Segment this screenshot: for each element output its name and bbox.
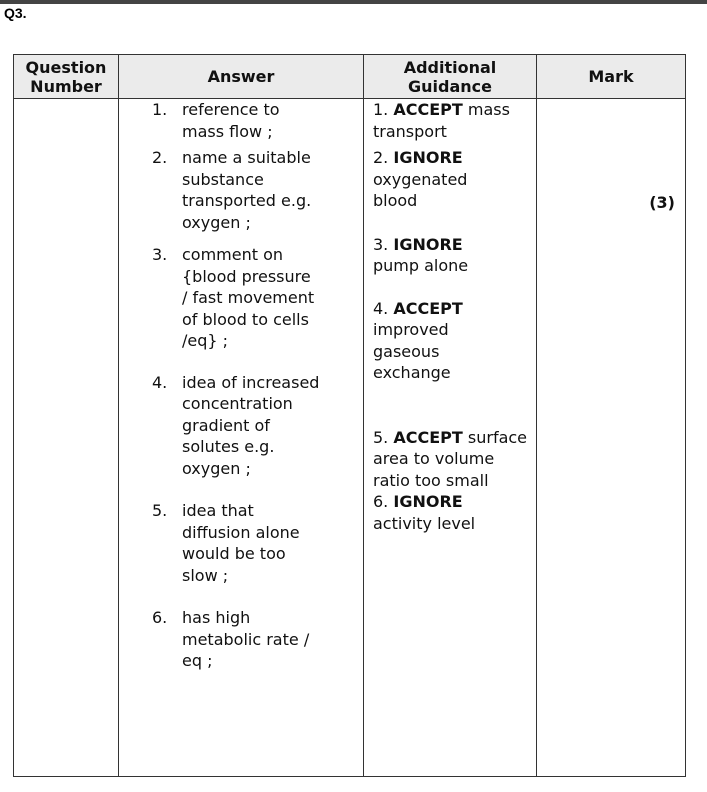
- answer-item: [152, 500, 363, 586]
- guidance-keyword: IGNORE: [393, 234, 463, 254]
- guidance-keyword: IGNORE: [393, 148, 463, 167]
- guidance-text: pump alone: [373, 256, 469, 275]
- guidance-item: [373, 491, 493, 534]
- guidance-number: 6.: [373, 492, 389, 511]
- answer-text: idea that diffusion alone would be too slow ;: [182, 501, 300, 585]
- body-row: [14, 99, 686, 777]
- answer-item: [152, 147, 363, 233]
- guidance-number: 2.: [373, 148, 389, 167]
- mark-cell: [537, 99, 686, 777]
- guidance-text: surface area to volume ratio too small: [373, 427, 528, 490]
- answer-text: idea of increased concentration gradient of solutes e.g. oxygen ;: [182, 372, 320, 478]
- guidance-text: oxygenated blood: [373, 169, 468, 210]
- question-number-cell: [14, 99, 119, 777]
- header-guidance: Additional Guidance: [364, 55, 537, 99]
- guidance-item: [373, 298, 483, 384]
- answer-item: [152, 99, 363, 142]
- answer-number: 6.: [152, 608, 168, 627]
- answer-text: reference to mass flow ;: [182, 100, 280, 141]
- guidance-item: [373, 147, 493, 212]
- guidance-keyword: IGNORE: [393, 492, 463, 511]
- answer-cell: [119, 99, 364, 777]
- guidance-cell: [364, 99, 537, 777]
- guidance-keyword: ACCEPT: [393, 100, 463, 119]
- answer-number: 2.: [152, 148, 168, 167]
- answer-number: 4.: [152, 372, 168, 392]
- guidance-item: [373, 427, 528, 492]
- answer-text: comment on {blood pressure / fast movement of blood to cells /eq} ;: [182, 245, 315, 350]
- top-border: [0, 0, 707, 4]
- answer-text: name a suitable substance transported e.g. oxygen ;: [182, 148, 312, 232]
- header-row: [14, 55, 686, 99]
- answer-number: 1.: [152, 100, 168, 119]
- header-question-number: Question Number: [14, 55, 119, 99]
- guidance-text: mass transport: [373, 100, 510, 141]
- answer-number: 3.: [152, 245, 168, 264]
- guidance-number: 5.: [373, 427, 389, 447]
- guidance-number: 1.: [373, 100, 389, 119]
- guidance-keyword: ACCEPT: [393, 427, 463, 447]
- answer-item: [152, 607, 363, 672]
- answer-text: has high metabolic rate / eq ;: [182, 608, 310, 670]
- guidance-number: 4.: [373, 298, 389, 318]
- guidance-text: improved gaseous exchange: [373, 320, 451, 382]
- header-answer: Answer: [119, 55, 364, 99]
- guidance-number: 3.: [373, 234, 389, 254]
- guidance-item: [373, 99, 536, 142]
- question-label: Q3.: [4, 5, 27, 21]
- header-mark: Mark: [537, 55, 686, 99]
- guidance-text: activity level: [373, 513, 476, 533]
- mark-scheme-table: [13, 54, 686, 777]
- mark-value: (3): [649, 193, 675, 212]
- guidance-item: [373, 234, 493, 277]
- answer-item: [152, 372, 363, 480]
- answer-number: 5.: [152, 501, 168, 520]
- guidance-keyword: ACCEPT: [393, 298, 463, 318]
- answer-item: [152, 244, 363, 352]
